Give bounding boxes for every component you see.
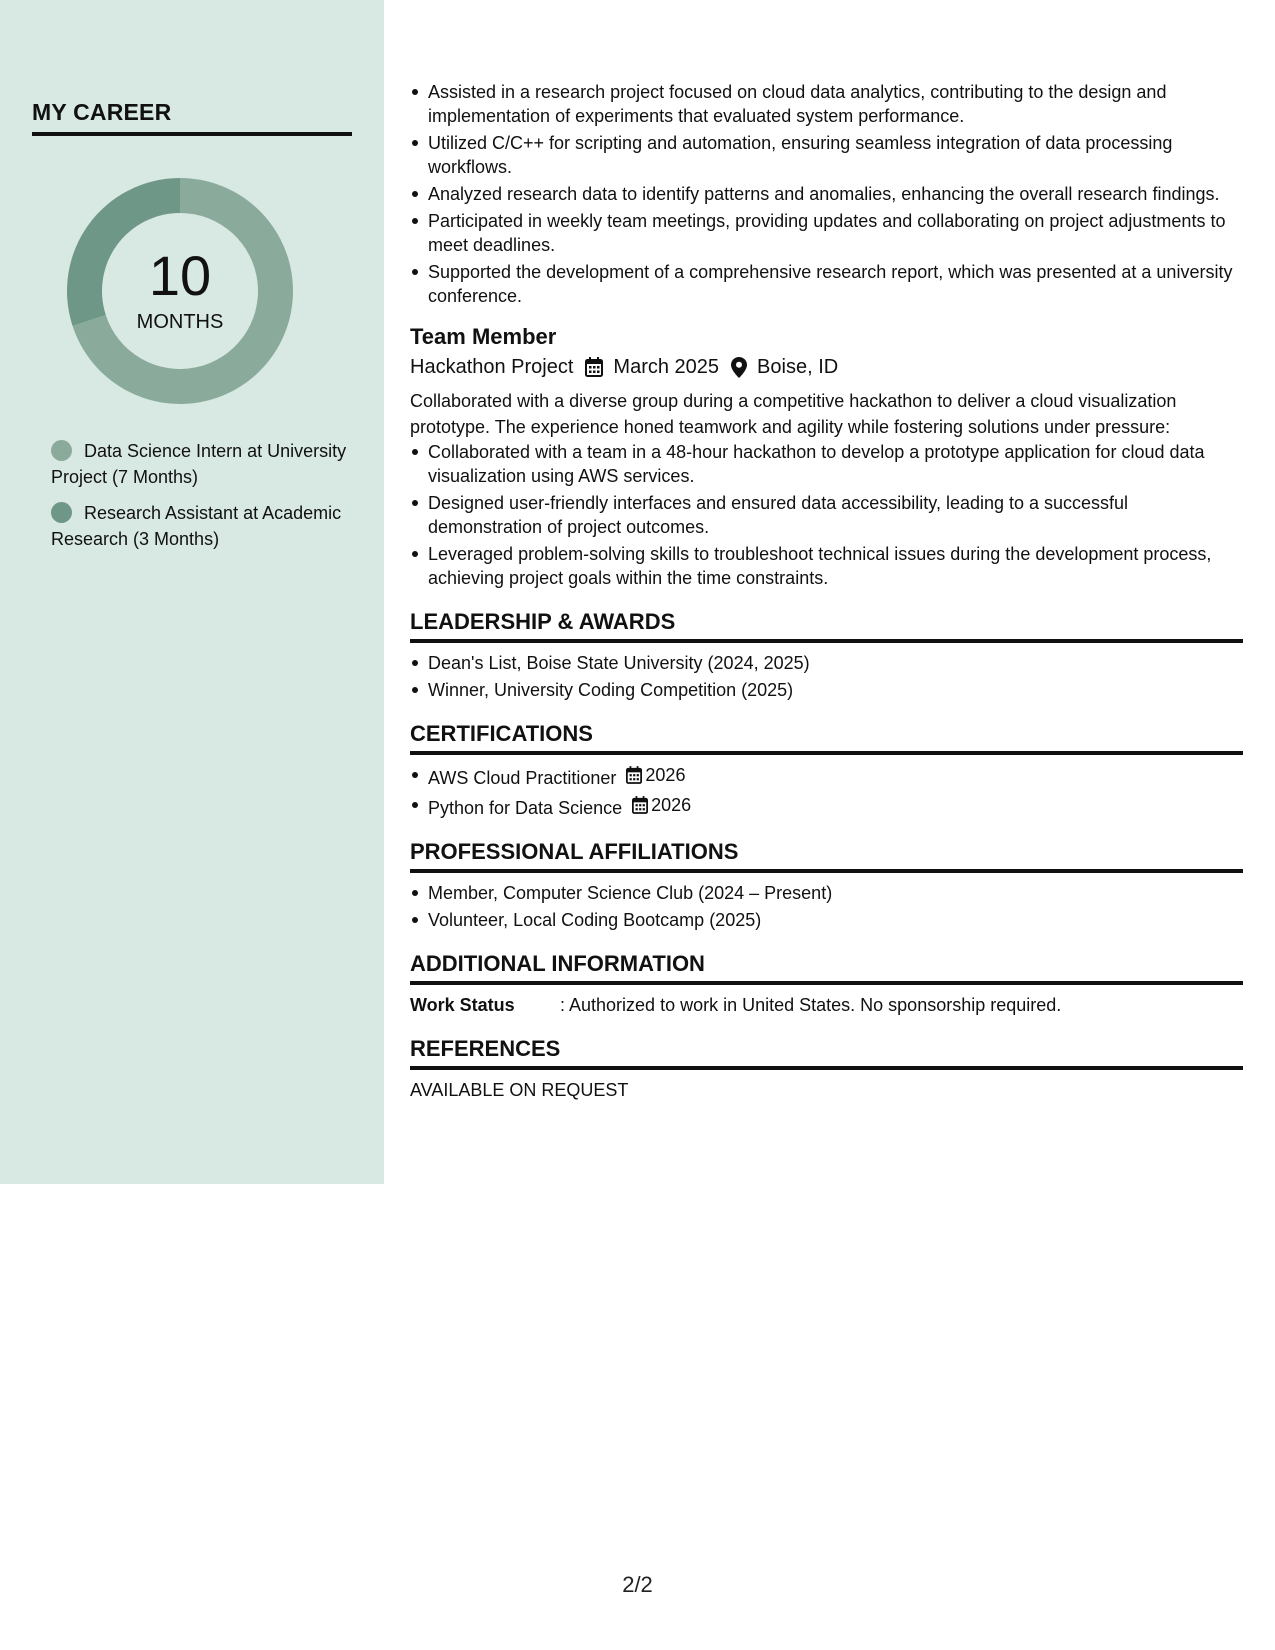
job-meta (410, 352, 1243, 382)
certification-year: 2026 (645, 765, 686, 785)
certification-name: Python for Data Science (428, 798, 623, 818)
list-item: Member, Computer Science Club (2024 – Present) (410, 881, 1243, 905)
list-item: Assisted in a research project focused on cloud data analytics, contributing to the design and implementation of experiments that evaluated system performance. (410, 80, 1243, 128)
references-heading: REFERENCES (410, 1035, 1243, 1070)
list-item: Utilized C/C++ for scripting and automation, ensuring seamless integration of data processing workflows. (410, 131, 1243, 179)
list-item: Collaborated with a team in a 48-hour hackathon to develop a prototype application for cloud data visualization using AWS services. (410, 440, 1243, 488)
sidebar (0, 0, 384, 1184)
calendar-icon (632, 796, 648, 814)
list-item: Participated in weekly team meetings, providing updates and collaborating on project adjustments to meet deadlines. (410, 209, 1243, 257)
affiliations-list (410, 881, 1243, 932)
affiliations-heading: PROFESSIONAL AFFILIATIONS (410, 838, 1243, 873)
certification-date (626, 763, 685, 787)
list-item: Supported the development of a comprehensive research report, which was presented at a university conference. (410, 260, 1243, 308)
list-item: Winner, University Coding Competition (2025) (410, 678, 1243, 702)
list-item: Analyzed research data to identify patterns and anomalies, enhancing the overall research findings. (410, 182, 1243, 206)
work-status-row (410, 993, 1243, 1017)
donut-total-unit: MONTHS (136, 311, 224, 333)
certifications-list (410, 763, 1243, 820)
map-pin-icon (731, 357, 747, 378)
work-status-value: : Authorized to work in United States. No sponsorship required. (560, 995, 1062, 1015)
list-item: Designed user-friendly interfaces and ensured data accessibility, leading to a successful demonstration of project outcomes. (410, 491, 1243, 539)
list-item: Leveraged problem-solving skills to troubleshoot technical issues during the development process, achieving project goals within the time constraints. (410, 542, 1243, 590)
certification-date (632, 793, 691, 817)
page-number: 2/2 (622, 1572, 653, 1597)
legend-item (51, 438, 351, 490)
list-item (410, 763, 1243, 790)
job-description: Collaborated with a diverse group during a competitive hackathon to deliver a cloud visualization prototype. The experience honed teamwork and agility while fostering solutions under pressure: (410, 391, 1177, 437)
job-title: Team Member (410, 324, 557, 349)
additional-info-heading: ADDITIONAL INFORMATION (410, 950, 1243, 985)
certification-name: AWS Cloud Practitioner (428, 768, 617, 788)
legend-label: Research Assistant at Academic Research (3 Months) (51, 503, 342, 549)
references-text: AVAILABLE ON REQUEST (410, 1080, 629, 1100)
list-item: Dean's List, Boise State University (2024, 2025) (410, 651, 1243, 675)
certification-year: 2026 (651, 795, 692, 815)
team-member-bullets (410, 440, 1243, 590)
legend-item (51, 500, 351, 552)
job-location: Boise, ID (757, 356, 839, 378)
career-heading: MY CAREER (32, 99, 352, 136)
job-organization: Hackathon Project (410, 356, 574, 378)
calendar-icon (626, 766, 642, 784)
research-bullets (410, 80, 1243, 308)
work-status-label: Work Status (410, 995, 515, 1015)
job-date: March 2025 (613, 356, 720, 378)
legend-dot (51, 440, 72, 461)
legend-label: Data Science Intern at University Project (7 Months) (51, 441, 347, 487)
donut-total-number: 10 (148, 244, 212, 307)
list-item (410, 793, 1243, 820)
career-legend (51, 438, 351, 562)
legend-dot (51, 502, 72, 523)
main-content (410, 80, 1243, 1102)
list-item: Volunteer, Local Coding Bootcamp (2025) (410, 908, 1243, 932)
leadership-list (410, 651, 1243, 702)
leadership-heading: LEADERSHIP & AWARDS (410, 608, 1243, 643)
calendar-icon (585, 357, 603, 377)
certifications-heading: CERTIFICATIONS (410, 720, 1243, 755)
